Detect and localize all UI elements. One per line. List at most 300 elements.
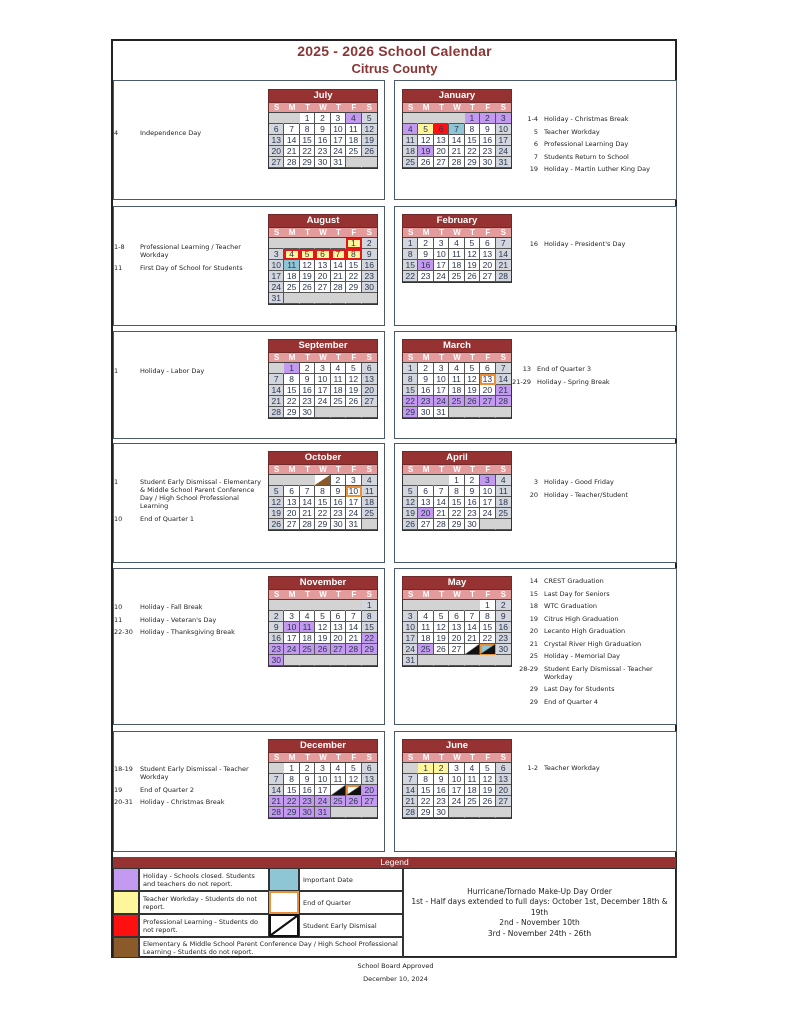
weekday-header-row [402, 465, 512, 474]
day-cell: 7 [449, 124, 464, 135]
weekday-label: M [288, 590, 296, 599]
empty-cell [315, 600, 330, 611]
day-cell: 1 [480, 600, 495, 611]
day-cell: 1 [403, 363, 418, 374]
day-cell: 20 [362, 385, 377, 396]
day-cell: 3 [315, 363, 330, 374]
day-cell: 22 [465, 146, 480, 157]
day-cell: 3 [346, 475, 361, 486]
day-grid [268, 762, 378, 819]
month-header: September [268, 339, 378, 353]
weekday-label: W [319, 103, 327, 112]
day-grid [402, 599, 512, 667]
day-cell: 25 [346, 146, 361, 157]
month-header: April [402, 451, 512, 465]
note-date: 10 [114, 603, 123, 611]
day-cell: 13 [331, 622, 346, 633]
empty-cell [315, 407, 330, 418]
day-cell: 16 [418, 260, 433, 271]
weekday-label: F [485, 353, 491, 362]
day-cell: 7 [331, 249, 346, 260]
note-text: Lecanto High Graduation [544, 627, 626, 635]
weekday-label: T [335, 353, 341, 362]
day-cell: 11 [331, 374, 346, 385]
hurricane-line-2: 2nd - November 10th [499, 918, 580, 928]
weekday-label: S [500, 753, 506, 762]
day-cell: 21 [449, 146, 464, 157]
month-header: November [268, 576, 378, 590]
calendar-note [114, 264, 264, 272]
empty-cell [403, 763, 418, 774]
day-cell: 18 [465, 785, 480, 796]
day-cell: 15 [346, 260, 361, 271]
day-cell: 12 [346, 774, 361, 785]
weekday-label: S [366, 590, 372, 599]
day-cell: 5 [403, 486, 418, 497]
day-cell: 18 [300, 633, 315, 644]
day-cell: 18 [403, 146, 418, 157]
day-cell: 29 [284, 807, 299, 818]
legend-label-teacher-workday: Teacher Workday - Students do not report. [139, 891, 269, 914]
day-cell: 27 [269, 157, 284, 168]
weekday-label: M [422, 353, 430, 362]
calendar-february [402, 214, 512, 283]
weekday-label: T [469, 590, 475, 599]
day-cell: 25 [331, 396, 346, 407]
day-cell: 13 [362, 374, 377, 385]
day-cell: 8 [403, 249, 418, 260]
weekday-label: F [351, 590, 357, 599]
day-grid [268, 599, 378, 667]
calendar-june [402, 739, 512, 819]
day-cell: 5 [269, 486, 284, 497]
calendar-july [268, 89, 378, 169]
day-cell: 31 [331, 157, 346, 168]
day-cell: 3 [403, 611, 418, 622]
empty-cell [331, 600, 346, 611]
calendar-note [511, 378, 673, 386]
weekday-label: M [422, 753, 430, 762]
calendar-note [518, 640, 673, 648]
day-cell: 18 [418, 633, 433, 644]
day-cell: 10 [331, 124, 346, 135]
note-date: 21-29 [512, 377, 531, 386]
day-cell: 17 [434, 260, 449, 271]
day-cell: 25 [496, 508, 511, 519]
empty-cell [346, 293, 361, 304]
weekday-label: S [274, 465, 280, 474]
empty-cell [362, 157, 377, 168]
note-date: 22-30 [114, 628, 133, 636]
day-cell: 17 [284, 633, 299, 644]
day-cell: 19 [315, 633, 330, 644]
empty-cell [315, 655, 330, 666]
day-cell: 29 [315, 519, 330, 530]
day-cell: 11 [403, 135, 418, 146]
weekday-label: F [351, 465, 357, 474]
day-cell: 14 [449, 135, 464, 146]
day-cell: 11 [496, 486, 511, 497]
weekday-label: M [288, 353, 296, 362]
legend-swatch-end-of-quarter [269, 891, 299, 914]
calendar-note [518, 615, 673, 623]
calendar-note [114, 478, 266, 510]
empty-cell [449, 407, 464, 418]
empty-cell [331, 807, 346, 818]
day-cell: 22 [315, 508, 330, 519]
day-cell: 10 [434, 374, 449, 385]
day-cell: 11 [300, 622, 315, 633]
weekday-label: T [305, 103, 310, 112]
day-cell: 14 [331, 260, 346, 271]
notes-february [518, 240, 673, 253]
day-cell: 29 [346, 282, 361, 293]
weekday-label: T [335, 103, 341, 112]
day-cell: 14 [300, 497, 315, 508]
day-cell: 16 [465, 497, 480, 508]
day-cell: 23 [418, 396, 433, 407]
hurricane-line-3: 3rd - November 24th - 26th [487, 928, 592, 938]
day-cell: 24 [496, 146, 511, 157]
weekday-label: S [408, 228, 414, 237]
day-cell: 13 [496, 774, 511, 785]
day-cell: 3 [269, 249, 284, 260]
day-cell: 16 [331, 497, 346, 508]
day-cell: 13 [434, 135, 449, 146]
day-cell: 25 [403, 157, 418, 168]
note-date: 21 [529, 639, 538, 648]
note-text: End of Quarter 1 [140, 514, 195, 523]
note-date: 19 [114, 785, 123, 794]
day-cell: 17 [315, 385, 330, 396]
note-text: Last Day for Seniors [544, 589, 610, 598]
notes-march [511, 365, 673, 390]
day-cell: 16 [362, 260, 377, 271]
empty-cell [331, 293, 346, 304]
empty-cell [449, 600, 464, 611]
day-cell: 4 [403, 124, 418, 135]
weekday-header-row [402, 590, 512, 599]
weekday-header-row [268, 103, 378, 112]
note-text: Holiday - Good Friday [544, 478, 614, 486]
day-cell: 7 [496, 363, 511, 374]
weekday-label: S [366, 228, 372, 237]
day-grid [268, 474, 378, 531]
calendar-august [268, 214, 378, 305]
weekday-label: S [274, 753, 280, 762]
notes-april [518, 478, 673, 503]
weekday-label: T [335, 465, 341, 474]
day-cell: 10 [315, 774, 330, 785]
calendar-december [268, 739, 378, 819]
note-text: Holiday - Teacher/Student [544, 490, 628, 499]
note-date: 1-2 [527, 764, 538, 772]
weekday-label: F [351, 228, 357, 237]
note-text: CREST Graduation [544, 577, 604, 585]
day-cell: 9 [465, 486, 480, 497]
weekday-label: F [351, 353, 357, 362]
weekday-label: T [335, 228, 341, 237]
day-cell: 4 [284, 249, 299, 260]
notes-december [114, 765, 264, 811]
note-date: 1 [114, 367, 119, 375]
day-cell: 13 [480, 374, 495, 385]
day-cell: 27 [284, 519, 299, 530]
day-cell [480, 644, 495, 655]
calendar-note [114, 603, 264, 611]
day-cell: 25 [284, 282, 299, 293]
day-cell: 26 [346, 396, 361, 407]
calendar-note [114, 243, 264, 259]
month-header: August [268, 214, 378, 228]
day-cell: 22 [284, 796, 299, 807]
day-cell: 31 [346, 519, 361, 530]
day-cell: 21 [284, 146, 299, 157]
day-cell: 1 [284, 763, 299, 774]
empty-cell [300, 475, 315, 486]
day-cell: 15 [300, 135, 315, 146]
note-date: 29 [529, 685, 538, 693]
day-cell: 16 [496, 622, 511, 633]
day-cell: 4 [362, 475, 377, 486]
day-cell: 24 [315, 796, 330, 807]
note-text: Crystal River High Graduation [544, 639, 642, 648]
day-cell: 6 [480, 238, 495, 249]
day-cell: 16 [434, 785, 449, 796]
empty-cell [300, 655, 315, 666]
day-cell: 27 [362, 796, 377, 807]
weekday-label: S [408, 353, 414, 362]
day-cell: 2 [331, 475, 346, 486]
day-cell: 9 [418, 249, 433, 260]
day-cell: 11 [418, 622, 433, 633]
day-cell: 3 [449, 763, 464, 774]
note-date: 20 [529, 490, 538, 499]
day-cell: 24 [331, 146, 346, 157]
day-cell: 11 [449, 249, 464, 260]
weekday-header-row [402, 353, 512, 362]
day-cell: 23 [315, 146, 330, 157]
empty-cell [346, 407, 361, 418]
day-cell: 12 [403, 497, 418, 508]
day-cell: 15 [284, 385, 299, 396]
day-cell: 15 [480, 622, 495, 633]
empty-cell [346, 655, 361, 666]
day-cell: 19 [269, 508, 284, 519]
weekday-label: W [319, 590, 327, 599]
note-date: 7 [533, 152, 538, 161]
note-text: End of Quarter 4 [544, 697, 599, 706]
hurricane-title: Hurricane/Tornado Make-Up Day Order [467, 886, 612, 896]
day-cell: 28 [434, 519, 449, 530]
empty-cell [480, 807, 495, 818]
weekday-label: W [453, 753, 461, 762]
day-cell: 20 [269, 146, 284, 157]
note-text: End of Quarter 3 [537, 365, 592, 373]
empty-cell [315, 238, 330, 249]
day-cell: 15 [403, 385, 418, 396]
weekday-label: M [288, 753, 296, 762]
notes-september [114, 367, 264, 380]
day-cell: 19 [465, 260, 480, 271]
day-cell: 4 [331, 763, 346, 774]
day-cell: 12 [465, 374, 480, 385]
day-grid [402, 474, 512, 531]
day-cell: 20 [284, 508, 299, 519]
day-cell: 6 [434, 124, 449, 135]
day-cell: 19 [480, 785, 495, 796]
weekday-label: F [485, 228, 491, 237]
day-cell: 10 [480, 486, 495, 497]
calendar-note [114, 765, 264, 781]
note-date: 18-19 [114, 765, 133, 773]
calendar-note [114, 129, 264, 137]
day-cell: 23 [300, 396, 315, 407]
day-cell: 21 [496, 385, 511, 396]
weekday-label: S [274, 103, 280, 112]
empty-cell [465, 807, 480, 818]
day-cell: 10 [284, 622, 299, 633]
weekday-label: S [500, 353, 506, 362]
empty-cell [269, 363, 284, 374]
day-cell: 5 [315, 611, 330, 622]
note-date: 6 [533, 140, 538, 148]
note-text: WTC Graduation [544, 602, 597, 610]
weekday-label: T [469, 228, 475, 237]
day-cell: 19 [465, 385, 480, 396]
day-cell: 25 [418, 644, 433, 655]
day-cell [315, 475, 330, 486]
day-cell: 14 [496, 249, 511, 260]
empty-cell [269, 113, 284, 124]
day-cell: 6 [284, 486, 299, 497]
day-cell: 26 [269, 519, 284, 530]
day-cell: 24 [403, 644, 418, 655]
day-cell: 10 [449, 774, 464, 785]
day-cell: 19 [403, 508, 418, 519]
day-cell: 29 [449, 519, 464, 530]
day-cell: 6 [362, 763, 377, 774]
day-cell: 13 [284, 497, 299, 508]
weekday-label: F [351, 753, 357, 762]
day-grid [268, 362, 378, 419]
day-cell: 22 [418, 796, 433, 807]
day-cell: 6 [480, 363, 495, 374]
day-cell: 2 [434, 763, 449, 774]
day-cell: 30 [315, 157, 330, 168]
month-header: July [268, 89, 378, 103]
empty-cell [480, 655, 495, 666]
empty-cell [269, 238, 284, 249]
day-grid [268, 237, 378, 305]
empty-cell [346, 600, 361, 611]
calendar-september [268, 339, 378, 419]
day-cell: 15 [284, 785, 299, 796]
day-cell: 30 [418, 407, 433, 418]
day-cell: 12 [465, 249, 480, 260]
weekday-label: F [351, 103, 357, 112]
empty-cell [362, 293, 377, 304]
empty-cell [362, 655, 377, 666]
empty-cell [418, 655, 433, 666]
day-cell: 19 [362, 135, 377, 146]
calendar-note [511, 365, 673, 373]
weekday-label: S [366, 753, 372, 762]
day-cell: 19 [346, 385, 361, 396]
weekday-label: S [500, 590, 506, 599]
day-cell: 9 [362, 249, 377, 260]
day-cell: 26 [362, 146, 377, 157]
day-cell: 21 [269, 796, 284, 807]
calendar-note [518, 240, 673, 248]
day-cell: 16 [315, 135, 330, 146]
day-cell: 3 [434, 238, 449, 249]
note-date: 13 [522, 365, 531, 373]
note-text: Holiday - Martin Luther King Day [544, 165, 650, 173]
calendar-note [518, 478, 673, 486]
day-cell: 29 [300, 157, 315, 168]
note-date: 20-31 [114, 798, 133, 806]
calendar-note [518, 153, 673, 161]
day-cell [331, 785, 346, 796]
day-cell: 17 [449, 785, 464, 796]
day-cell: 5 [465, 238, 480, 249]
day-cell: 22 [300, 146, 315, 157]
empty-cell [434, 113, 449, 124]
empty-cell [418, 475, 433, 486]
day-cell: 9 [300, 774, 315, 785]
weekday-label: T [469, 465, 475, 474]
empty-cell [434, 475, 449, 486]
day-cell: 12 [346, 374, 361, 385]
day-cell: 28 [449, 157, 464, 168]
day-cell: 1 [300, 113, 315, 124]
month-header: January [402, 89, 512, 103]
day-cell: 5 [346, 763, 361, 774]
day-cell: 5 [346, 363, 361, 374]
day-cell: 21 [403, 796, 418, 807]
day-cell: 8 [284, 774, 299, 785]
day-cell: 15 [362, 622, 377, 633]
day-cell: 15 [418, 785, 433, 796]
day-cell: 8 [403, 374, 418, 385]
day-cell: 28 [496, 271, 511, 282]
day-cell: 17 [403, 633, 418, 644]
footer-approved: School Board Approved [357, 962, 434, 970]
day-cell: 23 [496, 633, 511, 644]
day-cell: 22 [346, 271, 361, 282]
weekday-label: F [485, 465, 491, 474]
weekday-header-row [268, 353, 378, 362]
day-cell: 6 [449, 611, 464, 622]
weekday-label: S [408, 103, 414, 112]
day-cell: 2 [300, 763, 315, 774]
day-cell: 4 [465, 763, 480, 774]
day-cell: 12 [269, 497, 284, 508]
day-cell: 8 [300, 124, 315, 135]
day-cell: 27 [434, 157, 449, 168]
day-cell: 8 [480, 611, 495, 622]
day-cell: 2 [418, 363, 433, 374]
calendar-note [518, 698, 673, 706]
day-cell: 9 [300, 374, 315, 385]
weekday-label: W [453, 590, 461, 599]
day-cell: 21 [300, 508, 315, 519]
weekday-label: M [422, 590, 430, 599]
weekday-label: T [335, 590, 341, 599]
weekday-label: W [319, 465, 327, 474]
weekday-label: T [469, 753, 475, 762]
